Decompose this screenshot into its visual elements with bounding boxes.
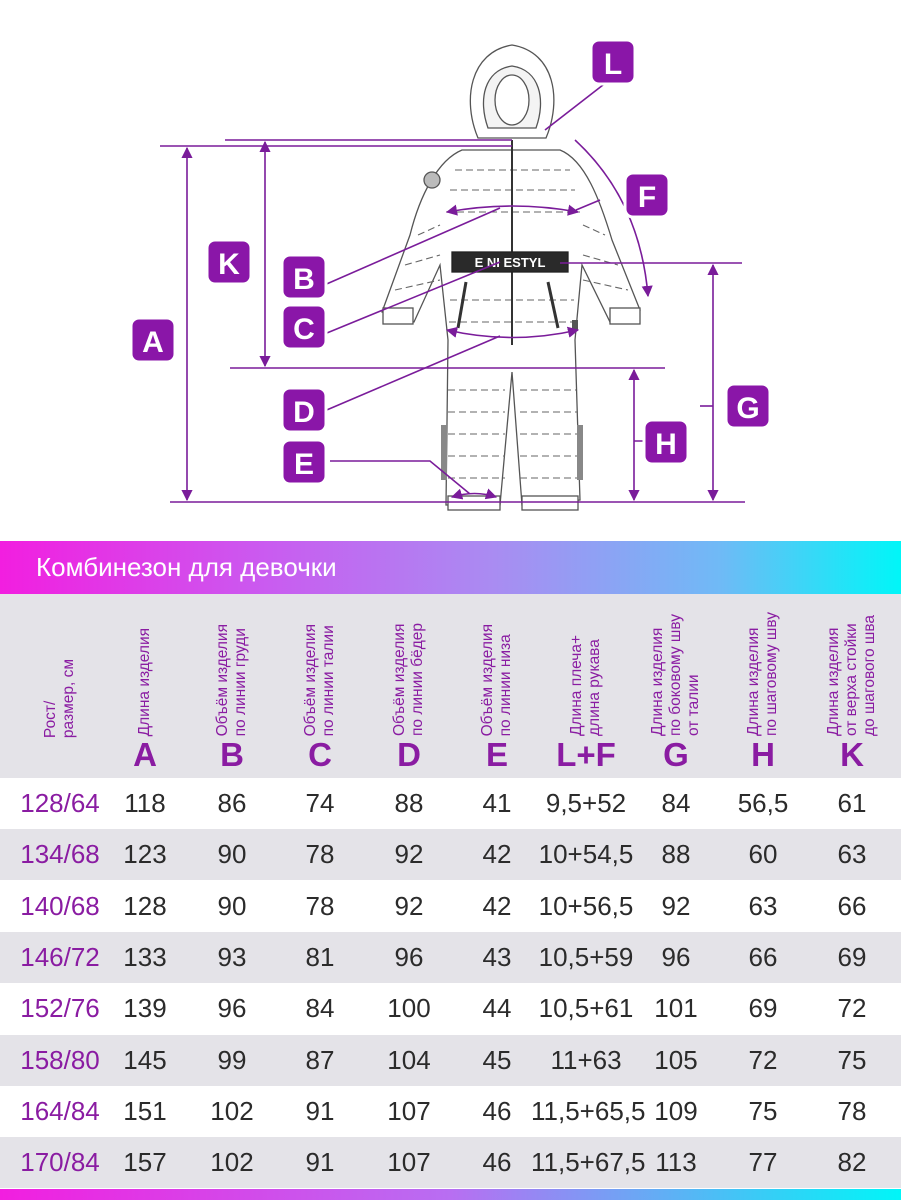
header-letter: D	[397, 736, 421, 773]
value-cell: 78	[837, 1095, 867, 1126]
value-cell: 75	[748, 1095, 778, 1126]
badge-k	[207, 240, 251, 284]
table-row	[0, 778, 901, 829]
header-col-5	[454, 594, 540, 778]
value-cell: 107	[387, 1147, 431, 1178]
value-cell: 82	[837, 1147, 867, 1178]
header-letter: G	[663, 736, 689, 773]
size-cell: 128/64	[20, 788, 100, 818]
header-letter: A	[133, 736, 157, 773]
header-letter: H	[751, 736, 775, 773]
value-cell: 72	[748, 1044, 778, 1075]
value-cell: 84	[305, 993, 335, 1024]
size-cell: 146/72	[20, 941, 100, 972]
table-row	[0, 829, 901, 880]
value-cell: 93	[217, 941, 247, 972]
value-cell: 69	[837, 941, 867, 972]
value-cell: 109	[654, 1095, 698, 1126]
value-cell: 133	[123, 941, 167, 972]
header-label: Объём изделия по линии бёдер	[391, 623, 426, 736]
value-cell: 86	[217, 788, 247, 818]
badge-c	[282, 305, 326, 349]
size-cell: 164/84	[20, 1095, 100, 1126]
value-cell: 41	[482, 788, 512, 818]
value-cell: 96	[661, 941, 691, 972]
size-cell: 170/84	[20, 1147, 100, 1178]
value-cell: 10,5+61	[538, 993, 634, 1024]
header-letter: K	[840, 736, 864, 773]
garment-diagram	[0, 0, 901, 535]
value-cell: 113	[655, 1147, 697, 1178]
value-cell: 75	[837, 1044, 867, 1075]
value-cell: 104	[387, 1044, 431, 1075]
value-cell: 88	[394, 788, 424, 818]
header-label: Объём изделия по линии низа	[479, 623, 514, 736]
value-cell: 66	[748, 941, 778, 972]
value-cell: 63	[837, 839, 867, 870]
table-header	[0, 594, 901, 778]
badge-h	[644, 420, 688, 464]
size-cell: 140/68	[20, 890, 100, 921]
svg-text:C: C	[293, 313, 315, 346]
jumpsuit-drawing	[382, 45, 640, 510]
value-cell: 99	[217, 1044, 247, 1075]
value-cell: 43	[482, 941, 512, 972]
value-cell: 46	[482, 1095, 512, 1126]
header-letter: B	[220, 736, 244, 773]
header-col-0	[17, 594, 103, 778]
value-cell: 157	[123, 1147, 167, 1178]
badge-g	[726, 384, 770, 428]
svg-text:F: F	[637, 181, 657, 214]
value-cell: 102	[210, 1147, 254, 1178]
value-cell: 78	[305, 839, 335, 870]
value-cell: 87	[305, 1044, 335, 1075]
value-cell: 66	[837, 890, 867, 921]
value-cell: 90	[217, 890, 247, 921]
value-cell: 42	[482, 839, 512, 870]
value-cell: 44	[482, 993, 512, 1024]
value-cell: 56,5	[737, 788, 789, 818]
value-cell: 128	[123, 890, 167, 921]
header-letter: E	[485, 736, 508, 773]
header-col-3	[277, 594, 363, 778]
value-cell: 11+63	[550, 1044, 622, 1075]
badge-l	[591, 40, 635, 84]
value-cell: 92	[394, 839, 424, 870]
value-cell: 91	[305, 1095, 335, 1126]
value-cell: 105	[654, 1044, 698, 1075]
header-col-8	[720, 594, 806, 778]
header-letter: L+F	[556, 736, 616, 773]
badge-d	[282, 388, 326, 432]
value-cell: 63	[748, 890, 778, 921]
value-cell: 72	[837, 993, 867, 1024]
header-col-2	[189, 594, 275, 778]
value-cell: 118	[124, 788, 166, 818]
value-cell: 92	[394, 890, 424, 921]
header-col-9	[809, 594, 895, 778]
value-cell: 9,5+52	[545, 788, 627, 818]
value-cell: 61	[837, 788, 867, 818]
header-label: Длина изделия	[136, 627, 153, 736]
table-row	[0, 1137, 901, 1188]
svg-text:L: L	[603, 48, 623, 81]
header-label: Длина изделия по шаговому шву	[745, 612, 780, 736]
value-cell: 69	[748, 993, 778, 1024]
value-cell: 123	[123, 839, 167, 870]
header-col-4	[366, 594, 452, 778]
value-cell: 139	[123, 993, 167, 1024]
value-cell: 45	[482, 1044, 512, 1075]
svg-text:D: D	[293, 396, 315, 429]
header-label: Рост/ размер, см	[42, 658, 77, 738]
value-cell: 46	[482, 1147, 512, 1178]
value-cell: 81	[305, 941, 335, 972]
belt-text: E NI ESTYL	[474, 255, 546, 270]
badge-e	[282, 440, 326, 484]
header-label: Длина плеча+ длина рукава	[568, 635, 603, 736]
value-cell: 151	[123, 1095, 167, 1126]
badge-f	[625, 173, 669, 217]
value-cell: 145	[123, 1044, 167, 1075]
svg-text:E: E	[293, 448, 315, 481]
value-cell: 102	[210, 1095, 254, 1126]
size-cell: 134/68	[20, 839, 100, 870]
header-label: Длина изделия от верха стойки до шагового шва	[825, 615, 878, 736]
table-row	[0, 983, 901, 1034]
value-cell: 96	[217, 993, 247, 1024]
value-cell: 96	[394, 941, 424, 972]
header-col-6	[543, 594, 629, 778]
table-row	[0, 881, 901, 932]
size-cell: 152/76	[20, 993, 100, 1024]
value-cell: 42	[482, 890, 512, 921]
value-cell: 77	[748, 1147, 778, 1178]
badge-a	[131, 318, 175, 362]
svg-text:K: K	[218, 248, 240, 281]
header-label: Объём изделия по линии талии	[302, 623, 337, 736]
header-col-1	[102, 594, 188, 778]
header-label: Длина изделия по боковому шву от талии	[649, 613, 702, 736]
table-row	[0, 1035, 901, 1086]
table-row	[0, 932, 901, 983]
value-cell: 92	[661, 890, 691, 921]
value-cell: 10+54,5	[538, 839, 634, 870]
bottom-gradient-bar	[0, 1189, 901, 1200]
value-cell: 11,5+67,5	[531, 1147, 646, 1178]
value-cell: 10,5+59	[538, 941, 634, 972]
value-cell: 74	[305, 788, 335, 818]
table-row	[0, 1086, 901, 1137]
header-col-7	[633, 594, 719, 778]
value-cell: 84	[661, 788, 691, 818]
value-cell: 88	[661, 839, 691, 870]
badge-b	[282, 255, 326, 299]
value-cell: 78	[305, 890, 335, 921]
table-title: Комбинезон для девочки	[36, 552, 337, 582]
value-cell: 11,5+65,5	[531, 1095, 646, 1126]
svg-text:H: H	[655, 428, 677, 461]
header-letter: C	[308, 736, 332, 773]
table-title-bar	[0, 541, 901, 594]
value-cell: 91	[305, 1147, 335, 1178]
header-label: Объём изделия по линии груди	[214, 623, 249, 736]
value-cell: 100	[387, 993, 431, 1024]
value-cell: 60	[748, 839, 778, 870]
svg-text:B: B	[293, 263, 315, 296]
size-cell: 158/80	[20, 1044, 100, 1075]
value-cell: 101	[654, 993, 698, 1024]
svg-text:G: G	[736, 392, 760, 425]
value-cell: 10+56,5	[538, 890, 634, 921]
svg-text:A: A	[142, 326, 164, 359]
value-cell: 90	[217, 839, 247, 870]
value-cell: 107	[387, 1095, 431, 1126]
